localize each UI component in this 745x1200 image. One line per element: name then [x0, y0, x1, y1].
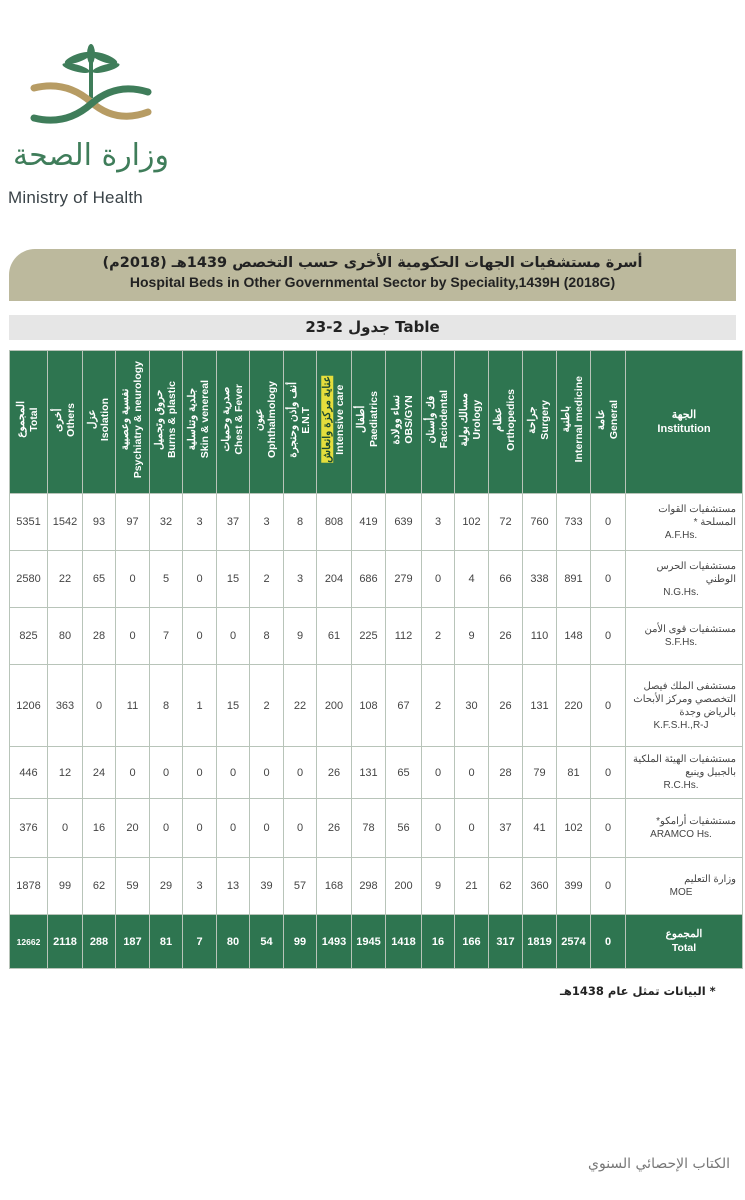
institution-name-en: N.G.Hs.	[663, 586, 699, 598]
table-cell: 168	[317, 858, 352, 915]
institution-name-ar: مستشفيات الحرس الوطني	[656, 560, 736, 585]
table-cell: 2580	[10, 551, 48, 608]
table-cell: 0	[591, 747, 626, 799]
table-cell: 22	[284, 665, 317, 747]
table-cell: 59	[116, 858, 150, 915]
institution-cell	[626, 608, 743, 665]
institution-name-en: Total	[671, 941, 697, 954]
table-cell: 97	[116, 494, 150, 551]
table-cell: 16	[83, 799, 116, 858]
table-row	[10, 551, 743, 608]
institution-name-ar: مستشفيات أرامكو*	[656, 816, 736, 827]
col-header-internal-medicine: باطنية Internal medicine	[557, 351, 591, 494]
table-cell: 200	[386, 858, 422, 915]
table-cell: 288	[83, 915, 116, 969]
table-cell: 1819	[523, 915, 557, 969]
col-header-burns: حروق وتجميل Burns & plastic	[150, 351, 183, 494]
table-cell: 0	[116, 551, 150, 608]
logo-english-name: Ministry of Health	[8, 188, 143, 207]
institution-cell	[626, 551, 743, 608]
table-cell: 0	[250, 747, 284, 799]
table-cell: 1542	[48, 494, 83, 551]
table-row	[10, 799, 743, 858]
table-cell: 733	[557, 494, 591, 551]
table-cell: 37	[217, 494, 250, 551]
institution-name-en: MOE	[669, 887, 693, 898]
table-cell: 24	[83, 747, 116, 799]
table-cell: 15	[217, 665, 250, 747]
table-cell: 0	[455, 799, 489, 858]
header-row	[10, 351, 743, 494]
table-cell: 363	[48, 665, 83, 747]
col-header-intensive-care: عناية مركزة وانعاش Intensive care	[317, 351, 352, 494]
institution-cell	[626, 494, 743, 551]
table-cell: 81	[150, 915, 183, 969]
palm-swords-emblem-icon	[26, 40, 156, 140]
table-label: جدول 2-23 Table	[9, 315, 736, 340]
table-cell: 166	[455, 915, 489, 969]
table-cell: 1945	[352, 915, 386, 969]
col-header-surgery: جراحة Surgery	[523, 351, 557, 494]
table-cell: 0	[455, 747, 489, 799]
col-header-psychiatry: نفسية وعصبية Psychiatry & neurology	[116, 351, 150, 494]
table-cell: 57	[284, 858, 317, 915]
table-cell: 12	[48, 747, 83, 799]
table-cell: 0	[183, 799, 217, 858]
table-cell: 56	[386, 799, 422, 858]
table-cell: 99	[284, 915, 317, 969]
table-cell: 1206	[10, 665, 48, 747]
col-header-chest: صدرية وحميات Chest & Fever	[217, 351, 250, 494]
table-cell: 0	[48, 799, 83, 858]
table-cell: 65	[83, 551, 116, 608]
table-cell: 0	[183, 551, 217, 608]
table-cell: 61	[317, 608, 352, 665]
col-header-isolation: عزل Isolation	[83, 351, 116, 494]
table-cell: 26	[489, 665, 523, 747]
table-cell: 93	[83, 494, 116, 551]
table-cell: 0	[591, 858, 626, 915]
col-header-ophthalmology: عيون Ophthalmology	[250, 351, 284, 494]
table-cell: 108	[352, 665, 386, 747]
table-cell: 131	[352, 747, 386, 799]
institution-cell	[626, 799, 743, 858]
table-cell: 808	[317, 494, 352, 551]
institution-name-en: A.F.Hs.	[664, 529, 698, 541]
table-cell: 4	[455, 551, 489, 608]
table-cell: 204	[317, 551, 352, 608]
col-header-institution: الجهة Institution	[626, 351, 743, 494]
title-arabic: أسرة مستشفيات الجهات الحكومية الأخرى حسب التخصص 1439هـ (2018م)	[102, 255, 643, 271]
institution-name-ar: وزارة التعليم	[684, 874, 736, 885]
table-row	[10, 747, 743, 799]
institution-cell	[626, 665, 743, 747]
institution-name-ar: مستشفيات الهيئة الملكية بالجبيل وينبع	[633, 754, 736, 778]
table-cell: 2	[422, 608, 455, 665]
table-cell: 220	[557, 665, 591, 747]
table-cell: 0	[591, 799, 626, 858]
table-cell: 62	[489, 858, 523, 915]
table-cell: 102	[455, 494, 489, 551]
footer-book-title: الكتاب الإحصائي السنوي	[588, 1156, 731, 1172]
table-cell: 1	[183, 665, 217, 747]
footnote: * البيانات تمثل عام 1438هـ	[560, 984, 716, 998]
table-cell: 21	[455, 858, 489, 915]
institution-name-ar: المجموع	[665, 927, 703, 940]
table-cell: 3	[250, 494, 284, 551]
table-cell: 1493	[317, 915, 352, 969]
table-cell: 110	[523, 608, 557, 665]
institution-name-en: ARAMCO Hs.	[650, 829, 712, 840]
table-cell: 0	[422, 747, 455, 799]
table-cell: 79	[523, 747, 557, 799]
table-cell: 0	[591, 608, 626, 665]
table-cell: 686	[352, 551, 386, 608]
institution-cell	[626, 858, 743, 915]
col-header-general: عامة General	[591, 351, 626, 494]
table-cell: 9	[284, 608, 317, 665]
table-cell: 22	[48, 551, 83, 608]
col-header-skin: جلدية وتناسلية Skin & venereal	[183, 351, 217, 494]
table-cell: 225	[352, 608, 386, 665]
table-cell: 0	[422, 799, 455, 858]
table-cell: 9	[455, 608, 489, 665]
table-cell: 26	[317, 799, 352, 858]
institution-cell	[626, 747, 743, 799]
table-cell: 2	[250, 665, 284, 747]
table-cell: 0	[183, 608, 217, 665]
table-cell: 0	[250, 799, 284, 858]
table-cell: 8	[250, 608, 284, 665]
table-cell: 80	[217, 915, 250, 969]
table-cell: 7	[150, 608, 183, 665]
table-cell: 26	[317, 747, 352, 799]
table-cell: 0	[591, 494, 626, 551]
institution-name-en: R.C.Hs.	[663, 780, 699, 791]
table-cell: 65	[386, 747, 422, 799]
col-header-obsgyn: نساء وولادة OBS/GYN	[386, 351, 422, 494]
table-cell: 29	[150, 858, 183, 915]
table-row	[10, 665, 743, 747]
table-cell: 39	[250, 858, 284, 915]
col-header-faciodental: فك وأسنان Faciodental	[422, 351, 455, 494]
ministry-logo	[6, 30, 176, 207]
table-cell: 187	[116, 915, 150, 969]
table-cell: 5351	[10, 494, 48, 551]
col-header-urology: مسالك بولية Urology	[455, 351, 489, 494]
hospital-beds-table	[9, 350, 743, 969]
table-cell: 0	[217, 799, 250, 858]
total-row	[10, 915, 743, 969]
table-cell: 16	[422, 915, 455, 969]
institution-name-en: S.F.Hs.	[664, 637, 698, 648]
table-cell: 5	[150, 551, 183, 608]
table-cell: 338	[523, 551, 557, 608]
table-cell: 2574	[557, 915, 591, 969]
table-cell: 0	[591, 551, 626, 608]
table-cell: 298	[352, 858, 386, 915]
table-cell: 32	[150, 494, 183, 551]
table-cell: 0	[284, 747, 317, 799]
table-cell: 3	[183, 858, 217, 915]
table-cell: 54	[250, 915, 284, 969]
table-row	[10, 494, 743, 551]
table-cell: 28	[83, 608, 116, 665]
table-cell: 360	[523, 858, 557, 915]
table-cell: 0	[422, 551, 455, 608]
table-cell: 8	[150, 665, 183, 747]
table-cell: 3	[422, 494, 455, 551]
table-cell: 446	[10, 747, 48, 799]
table-cell: 15	[217, 551, 250, 608]
col-header-paediatrics: أطفال Paediatrics	[352, 351, 386, 494]
table-cell: 102	[557, 799, 591, 858]
title-banner	[9, 249, 736, 301]
institution-name-ar: مستشفيات قوى الأمن	[644, 624, 736, 635]
table-cell: 0	[83, 665, 116, 747]
institution-cell	[626, 915, 743, 969]
institution-name-ar: مستشفيات القوات المسلحة *	[658, 503, 736, 528]
table-cell: 81	[557, 747, 591, 799]
col-header-orthopedics: عظام Orthopedics	[489, 351, 523, 494]
table-cell: 317	[489, 915, 523, 969]
table-cell: 0	[217, 608, 250, 665]
table-cell: 0	[150, 747, 183, 799]
table-cell: 11	[116, 665, 150, 747]
table-cell: 0	[284, 799, 317, 858]
table-cell: 7	[183, 915, 217, 969]
table-cell: 0	[591, 915, 626, 969]
table-cell: 376	[10, 799, 48, 858]
table-cell: 26	[489, 608, 523, 665]
table-cell: 2	[422, 665, 455, 747]
table-cell: 3	[183, 494, 217, 551]
table-cell: 0	[217, 747, 250, 799]
table-cell: 112	[386, 608, 422, 665]
title-english: Hospital Beds in Other Governmental Sector by Speciality,1439H (2018G)	[129, 274, 616, 290]
table-cell: 419	[352, 494, 386, 551]
table-cell: 99	[48, 858, 83, 915]
table-cell: 825	[10, 608, 48, 665]
table-cell: 12662	[10, 915, 48, 969]
table-cell: 62	[83, 858, 116, 915]
table-cell: 9	[422, 858, 455, 915]
table-cell: 148	[557, 608, 591, 665]
table-cell: 80	[48, 608, 83, 665]
col-header-others: أخرى Others	[48, 351, 83, 494]
table-cell: 760	[523, 494, 557, 551]
table-cell: 67	[386, 665, 422, 747]
table-row	[10, 858, 743, 915]
table-cell: 1878	[10, 858, 48, 915]
table-cell: 30	[455, 665, 489, 747]
table-cell: 399	[557, 858, 591, 915]
table-row	[10, 608, 743, 665]
table-cell: 2118	[48, 915, 83, 969]
table-cell: 0	[116, 747, 150, 799]
table-cell: 72	[489, 494, 523, 551]
table-cell: 20	[116, 799, 150, 858]
table-cell: 131	[523, 665, 557, 747]
table-cell: 66	[489, 551, 523, 608]
table-cell: 639	[386, 494, 422, 551]
table-cell: 0	[150, 799, 183, 858]
table-cell: 0	[183, 747, 217, 799]
logo-arabic-name: وزارة الصحة	[13, 138, 169, 173]
table-cell: 0	[591, 665, 626, 747]
col-header-ent: أنف وأذن وحنجرة E.N.T	[284, 351, 317, 494]
table-cell: 3	[284, 551, 317, 608]
table-cell: 28	[489, 747, 523, 799]
institution-name-en: K.F.S.H.,R-J	[653, 719, 709, 731]
table-cell: 8	[284, 494, 317, 551]
table-cell: 78	[352, 799, 386, 858]
table-cell: 279	[386, 551, 422, 608]
table-cell: 41	[523, 799, 557, 858]
col-header-total: المجموع Total	[10, 351, 48, 494]
table-cell: 200	[317, 665, 352, 747]
table-cell: 1418	[386, 915, 422, 969]
table-cell: 37	[489, 799, 523, 858]
table-cell: 0	[116, 608, 150, 665]
table-cell: 891	[557, 551, 591, 608]
institution-name-ar: مستشفى الملك فيصل التخصصي ومركز الأبحاث بالرياض وجدة	[633, 680, 736, 718]
table-cell: 13	[217, 858, 250, 915]
table-cell: 2	[250, 551, 284, 608]
